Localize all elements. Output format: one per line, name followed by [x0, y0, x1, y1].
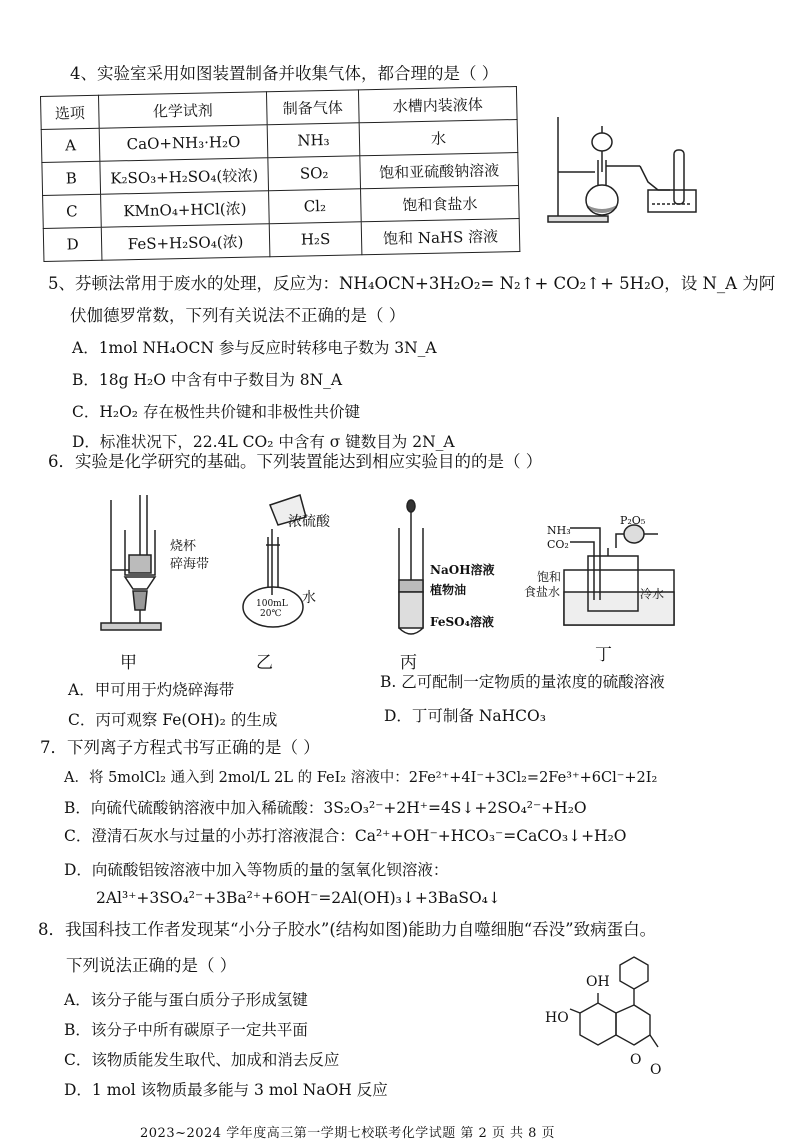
ding-label-co2: CO₂: [547, 538, 569, 551]
q8-label-ring-o: O: [630, 1052, 642, 1068]
ding-apparatus-figure: [560, 520, 680, 630]
q8-label-oh: OH: [586, 974, 610, 990]
q8-label-ho: HO: [545, 1010, 569, 1026]
cell: SO₂: [268, 156, 361, 191]
q6-option-a: A．甲可用于灼烧碎海带: [68, 681, 235, 699]
q4-stem: 4、实验室采用如图装置制备并收集气体，都合理的是（ ）: [70, 64, 499, 83]
cell: H₂S: [269, 222, 362, 257]
header-gas: 制备气体: [266, 90, 359, 125]
q7-option-d-line1: D．向硫酸铝铵溶液中加入等物质的量的氢氧化钡溶液：: [64, 861, 449, 879]
cell: 饱和 NaHS 溶液: [361, 218, 520, 254]
jia-label-seaweed: 碎海带: [170, 557, 210, 572]
q8-stem-line1: 8．我国科技工作者发现某“小分子胶水”(结构如图)能助力自噬细胞“吞没”致病蛋白。: [38, 920, 657, 939]
q5-option-b: B．18g H₂O 中含有中子数目为 8N_A: [72, 371, 343, 389]
q5-stem-line1: 5、芬顿法常用于废水的处理，反应为：NH₄OCN+3H₂O₂= N₂↑+ CO₂↑+ 5H₂O，设 N_A 为阿: [48, 274, 776, 293]
jia-caption: 甲: [120, 653, 137, 673]
q7-option-a: A．将 5molCl₂ 通入到 2mol/L 2L 的 FeI₂ 溶液中：2Fe²⁺+4I⁻+3Cl₂=2Fe³⁺+6Cl⁻+2I₂: [64, 770, 658, 786]
cell: D: [43, 227, 102, 261]
q5-option-d: D．标准状况下，22.4L CO₂ 中含有 σ 键数目为 2N_A: [72, 433, 455, 451]
q7-option-d-line2: 2Al³⁺+3SO₄²⁻+3Ba²⁺+6OH⁻=2Al(OH)₃↓+3BaSO₄↓: [96, 889, 501, 907]
yi-label-volume: 100mL: [256, 599, 288, 609]
bing-caption: 丙: [400, 653, 417, 673]
cell: A: [41, 128, 100, 162]
bing-apparatus-figure: [395, 500, 435, 640]
jia-label-beaker: 烧杯: [170, 539, 197, 554]
q8-option-b: B．该分子中所有碳原子一定共平面: [64, 1021, 308, 1039]
cell: Cl₂: [269, 189, 362, 224]
cell: 饱和食盐水: [361, 185, 520, 221]
yi-label-water: 水: [302, 590, 316, 606]
q8-label-carbonyl-o: O: [650, 1062, 662, 1078]
q4-apparatus-figure: [540, 112, 700, 227]
ding-label-nh3: NH₃: [547, 524, 571, 537]
page-footer: 2023~2024 学年度高三第一学期七校联考化学试题 第 2 页 共 8 页: [140, 1126, 556, 1141]
q6-option-b: B. 乙可配制一定物质的量浓度的硫酸溶液: [380, 673, 665, 691]
ding-label-saturated: 饱和: [537, 570, 562, 584]
q7-stem: 7．下列离子方程式书写正确的是（ ）: [40, 738, 320, 757]
q5-option-c: C．H₂O₂ 存在极性共价键和非极性共价键: [72, 403, 360, 421]
header-liquid: 水槽内装液体: [358, 87, 517, 123]
q6-stem: 6．实验是化学研究的基础。下列装置能达到相应实验目的的是（ ）: [48, 452, 543, 471]
yi-label-temp: 20℃: [260, 609, 282, 619]
header-reagent: 化学试剂: [98, 92, 267, 129]
bing-label-naoh: NaOH溶液: [430, 563, 495, 577]
q7-option-b: B．向硫代硫酸钠溶液中加入稀硫酸：3S₂O₃²⁻+2H⁺=4S↓+2SO₄²⁻+H₂O: [64, 799, 587, 817]
q6-option-d: D．丁可制备 NaHCO₃: [384, 707, 546, 725]
cell: NH₃: [267, 123, 360, 158]
cell: KMnO₄+HCl(浓): [101, 191, 270, 228]
q6-option-c: C．丙可观察 Fe(OH)₂ 的生成: [68, 711, 278, 729]
ding-label-coldwater: 冷水: [640, 587, 665, 601]
bing-label-oil: 植物油: [430, 583, 467, 597]
ding-label-p2o5: P₂O₅: [620, 514, 646, 527]
cell: K₂SO₃+H₂SO₄(较浓): [100, 158, 269, 195]
cell: 水: [359, 120, 518, 156]
ding-caption: 丁: [595, 645, 612, 665]
cell: FeS+H₂SO₄(浓): [101, 224, 270, 261]
cell: CaO+NH₃·H₂O: [99, 125, 268, 162]
cell: B: [42, 161, 101, 195]
yi-label-acid: 浓硫酸: [288, 514, 330, 530]
q8-option-c: C．该物质能发生取代、加成和消去反应: [64, 1051, 340, 1069]
q5-option-a: A．1mol NH₄OCN 参与反应时转移电子数为 3N_A: [72, 339, 437, 357]
q8-option-a: A．该分子能与蛋白质分子形成氢键: [64, 991, 308, 1009]
q8-stem-line2: 下列说法正确的是（ ）: [66, 956, 237, 975]
q4-table: [40, 86, 520, 262]
bing-label-feso4: FeSO₄溶液: [430, 615, 494, 629]
ding-label-brine: 食盐水: [524, 585, 561, 599]
q7-option-c: C．澄清石灰水与过量的小苏打溶液混合：Ca²⁺+OH⁻+HCO₃⁻=CaCO₃↓+H₂O: [64, 827, 627, 845]
q8-option-d: D．1 mol 该物质最多能与 3 mol NaOH 反应: [64, 1081, 388, 1099]
q5-stem-line2: 伏伽德罗常数，下列有关说法不正确的是（ ）: [70, 306, 406, 325]
yi-caption: 乙: [256, 653, 273, 673]
header-option: 选项: [41, 95, 100, 129]
cell: 饱和亚硫酸钠溶液: [360, 153, 519, 189]
cell: C: [43, 194, 102, 228]
